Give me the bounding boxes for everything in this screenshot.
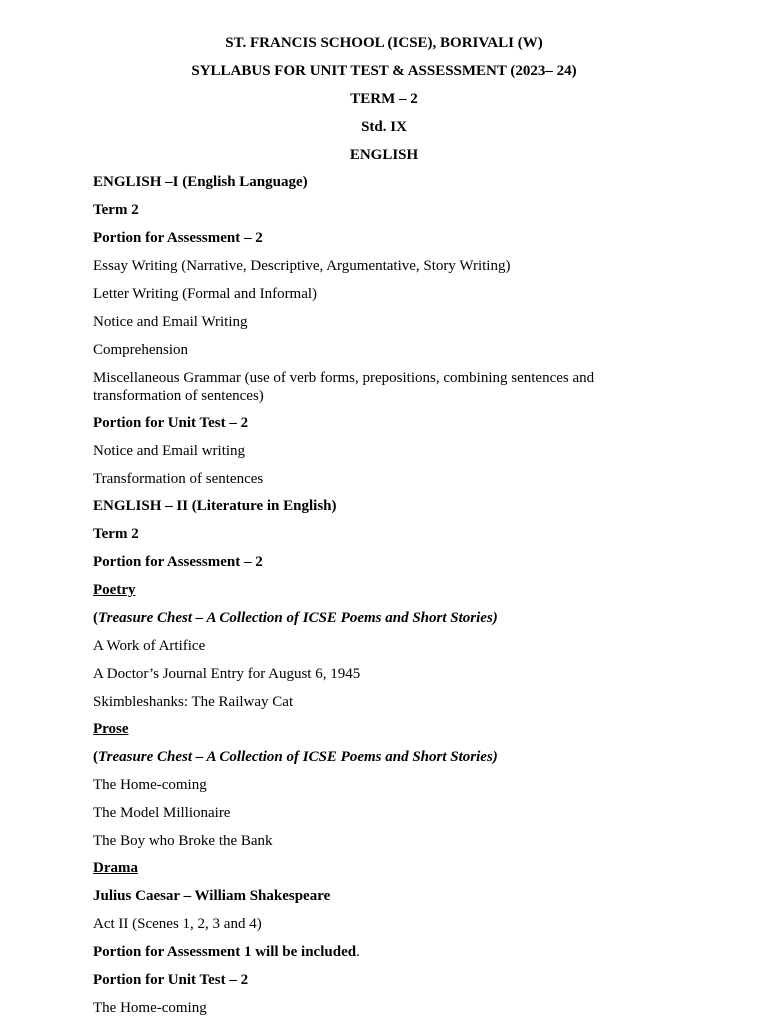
poetry-book-reference bbox=[93, 609, 498, 627]
english1-assessment-heading: Portion for Assessment – 2 bbox=[93, 230, 263, 246]
list-item: Notice and Email Writing bbox=[93, 314, 248, 330]
list-item: A Work of Artifice bbox=[93, 638, 206, 654]
poetry-heading: Poetry bbox=[93, 582, 136, 598]
std-title: Std. IX bbox=[361, 119, 407, 135]
list-item: Skimbleshanks: The Railway Cat bbox=[93, 694, 294, 710]
book-open-paren: ( bbox=[93, 749, 98, 765]
english2-unit-test-heading: Portion for Unit Test – 2 bbox=[93, 972, 249, 988]
drama-title: Julius Caesar – William Shakespeare bbox=[93, 888, 331, 904]
book-title: Treasure Chest – A Collection of ICSE Poems and Short Stories) bbox=[98, 749, 498, 765]
list-item: A Doctor’s Journal Entry for August 6, 1945 bbox=[93, 666, 361, 682]
subject-title: ENGLISH bbox=[349, 147, 419, 163]
list-item: Essay Writing (Narrative, Descriptive, Argumentative, Story Writing) bbox=[93, 258, 511, 274]
english2-term: Term 2 bbox=[93, 526, 139, 542]
english2-assessment-heading: Portion for Assessment – 2 bbox=[93, 554, 263, 570]
list-item: Notice and Email writing bbox=[93, 443, 246, 459]
prose-heading: Prose bbox=[93, 721, 129, 737]
list-item: The Home-coming bbox=[93, 777, 207, 793]
list-item: Letter Writing (Formal and Informal) bbox=[93, 286, 318, 302]
drama-acts: Act II (Scenes 1, 2, 3 and 4) bbox=[93, 916, 262, 932]
book-open-paren: ( bbox=[93, 610, 98, 626]
english1-term: Term 2 bbox=[93, 202, 139, 218]
list-item: The Boy who Broke the Bank bbox=[93, 833, 273, 849]
list-item: Transformation of sentences bbox=[93, 471, 264, 487]
list-item: Comprehension bbox=[93, 342, 188, 358]
english1-title: ENGLISH –I (English Language) bbox=[93, 174, 308, 190]
term-title: TERM – 2 bbox=[350, 91, 418, 107]
list-item: Miscellaneous Grammar (use of verb forms, prepositions, combining sentences and transformation of sentences) bbox=[93, 370, 595, 404]
list-item: The Home-coming bbox=[93, 1000, 207, 1016]
drama-heading: Drama bbox=[93, 860, 138, 876]
prose-book-reference bbox=[93, 748, 498, 766]
included-note-period: . bbox=[356, 944, 360, 960]
english2-title: ENGLISH – II (Literature in English) bbox=[93, 498, 337, 514]
syllabus-title: SYLLABUS FOR UNIT TEST & ASSESSMENT (2023– 24) bbox=[191, 63, 577, 79]
list-item: The Model Millionaire bbox=[93, 805, 231, 821]
book-title: Treasure Chest – A Collection of ICSE Poems and Short Stories) bbox=[98, 610, 498, 626]
included-note bbox=[93, 943, 360, 961]
english1-unit-test-heading: Portion for Unit Test – 2 bbox=[93, 415, 249, 431]
school-name: ST. FRANCIS SCHOOL (ICSE), BORIVALI (W) bbox=[225, 35, 543, 51]
included-note-text: Portion for Assessment 1 will be included bbox=[93, 944, 357, 960]
